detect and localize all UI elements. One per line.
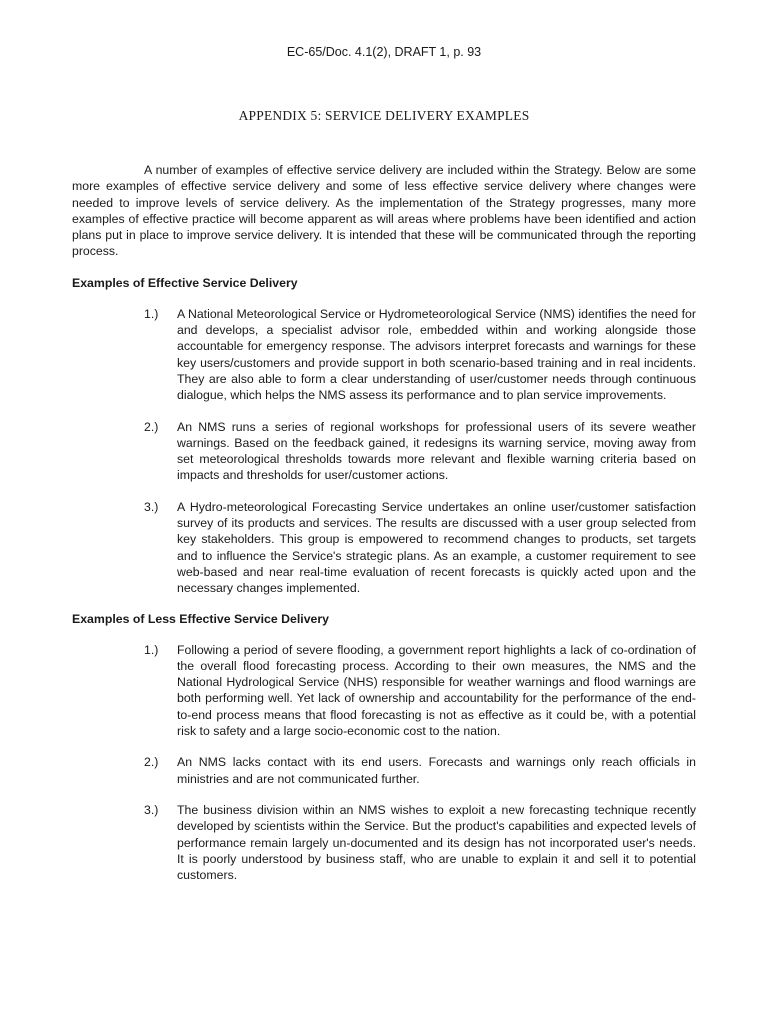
item-number: 2.) xyxy=(144,755,159,770)
document-body xyxy=(72,162,696,883)
item-text: The business division within an NMS wishes to exploit a new forecasting technique recently developed by scientists within the Service. But the product's capabilities and expected levels of performance remain largely un-documented and its design has not incorporated user's needs. It is poorly understood by business staff, who are unable to explain it and sell it to potential customers. xyxy=(177,802,696,883)
list-item xyxy=(72,754,696,787)
item-number: 1.) xyxy=(144,306,159,321)
item-text: A Hydro-meteorological Forecasting Service undertakes an online user/customer satisfaction survey of its products and services. The results are discussed with a user group selected from key stakeholders. This group is empowered to recommend changes to products, set targets and to influence the Service's strategic plans. As an example, a customer requirement to see web-based and near real-time evaluation of recent forecasts is quickly acted upon and the necessary changes implemented. xyxy=(177,499,696,596)
heading-effective: Examples of Effective Service Delivery xyxy=(72,275,298,290)
less-effective-list xyxy=(72,642,696,884)
item-text: A National Meteorological Service or Hydrometeorological Service (NMS) identifies the need for and develops, a specialist advisor role, embedded within and working alongside those accountable for emergency response. The advisors interpret forecasts and warnings for these key users/customers and provide support in both scenario-based training and in real incidents. They are also able to form a clear understanding of user/customer needs through continuous dialogue, which helps the NMS assess its performance and to plan service improvements. xyxy=(177,306,696,403)
list-item xyxy=(72,419,696,484)
page-title: APPENDIX 5: SERVICE DELIVERY EXAMPLES xyxy=(238,108,530,123)
running-header: EC-65/Doc. 4.1(2), DRAFT 1, p. 93 xyxy=(286,45,482,59)
list-item xyxy=(72,802,696,883)
list-item xyxy=(72,642,696,740)
effective-list xyxy=(72,306,696,597)
intro-paragraph: A number of examples of effective service delivery are included within the Strategy. Below are some more examples of effective service delivery and some of less effective service delivery where changes were needed to improve levels of service delivery. As the implementation of the Strategy progresses, many more examples of effective practice will become apparent as will areas where problems have been identified and action plans put in place to improve service delivery. It is intended that these will be communicated through the reporting process. xyxy=(72,163,696,259)
item-number: 3.) xyxy=(144,499,159,514)
item-text: Following a period of severe flooding, a government report highlights a lack of co-ordination of the overall flood forecasting process. According to their own measures, the NMS and the National Hydrological Service (NHS) responsible for weather warnings and flood warnings are both performing well. Yet lack of ownership and accountability for the performance of the end-to-end process means that flood forecasting is not as effective as it could be, with a potential risk to safety and a large socio-economic cost to the nation. xyxy=(177,642,696,739)
list-item xyxy=(72,499,696,597)
item-text: An NMS lacks contact with its end users. Forecasts and warnings only reach officials in ministries and are not communicated further. xyxy=(177,755,696,786)
item-number: 2.) xyxy=(144,419,159,434)
item-number: 1.) xyxy=(144,642,159,657)
heading-less-effective: Examples of Less Effective Service Delivery xyxy=(72,611,330,626)
item-number: 3.) xyxy=(144,802,159,817)
list-item xyxy=(72,306,696,404)
item-text: An NMS runs a series of regional workshops for professional users of its severe weather warnings. Based on the feedback gained, it redesigns its warning service, moving away from set meteorological thresholds towards more relevant and flexible warning criteria based on impacts and thresholds for user/customer actions. xyxy=(177,419,696,483)
